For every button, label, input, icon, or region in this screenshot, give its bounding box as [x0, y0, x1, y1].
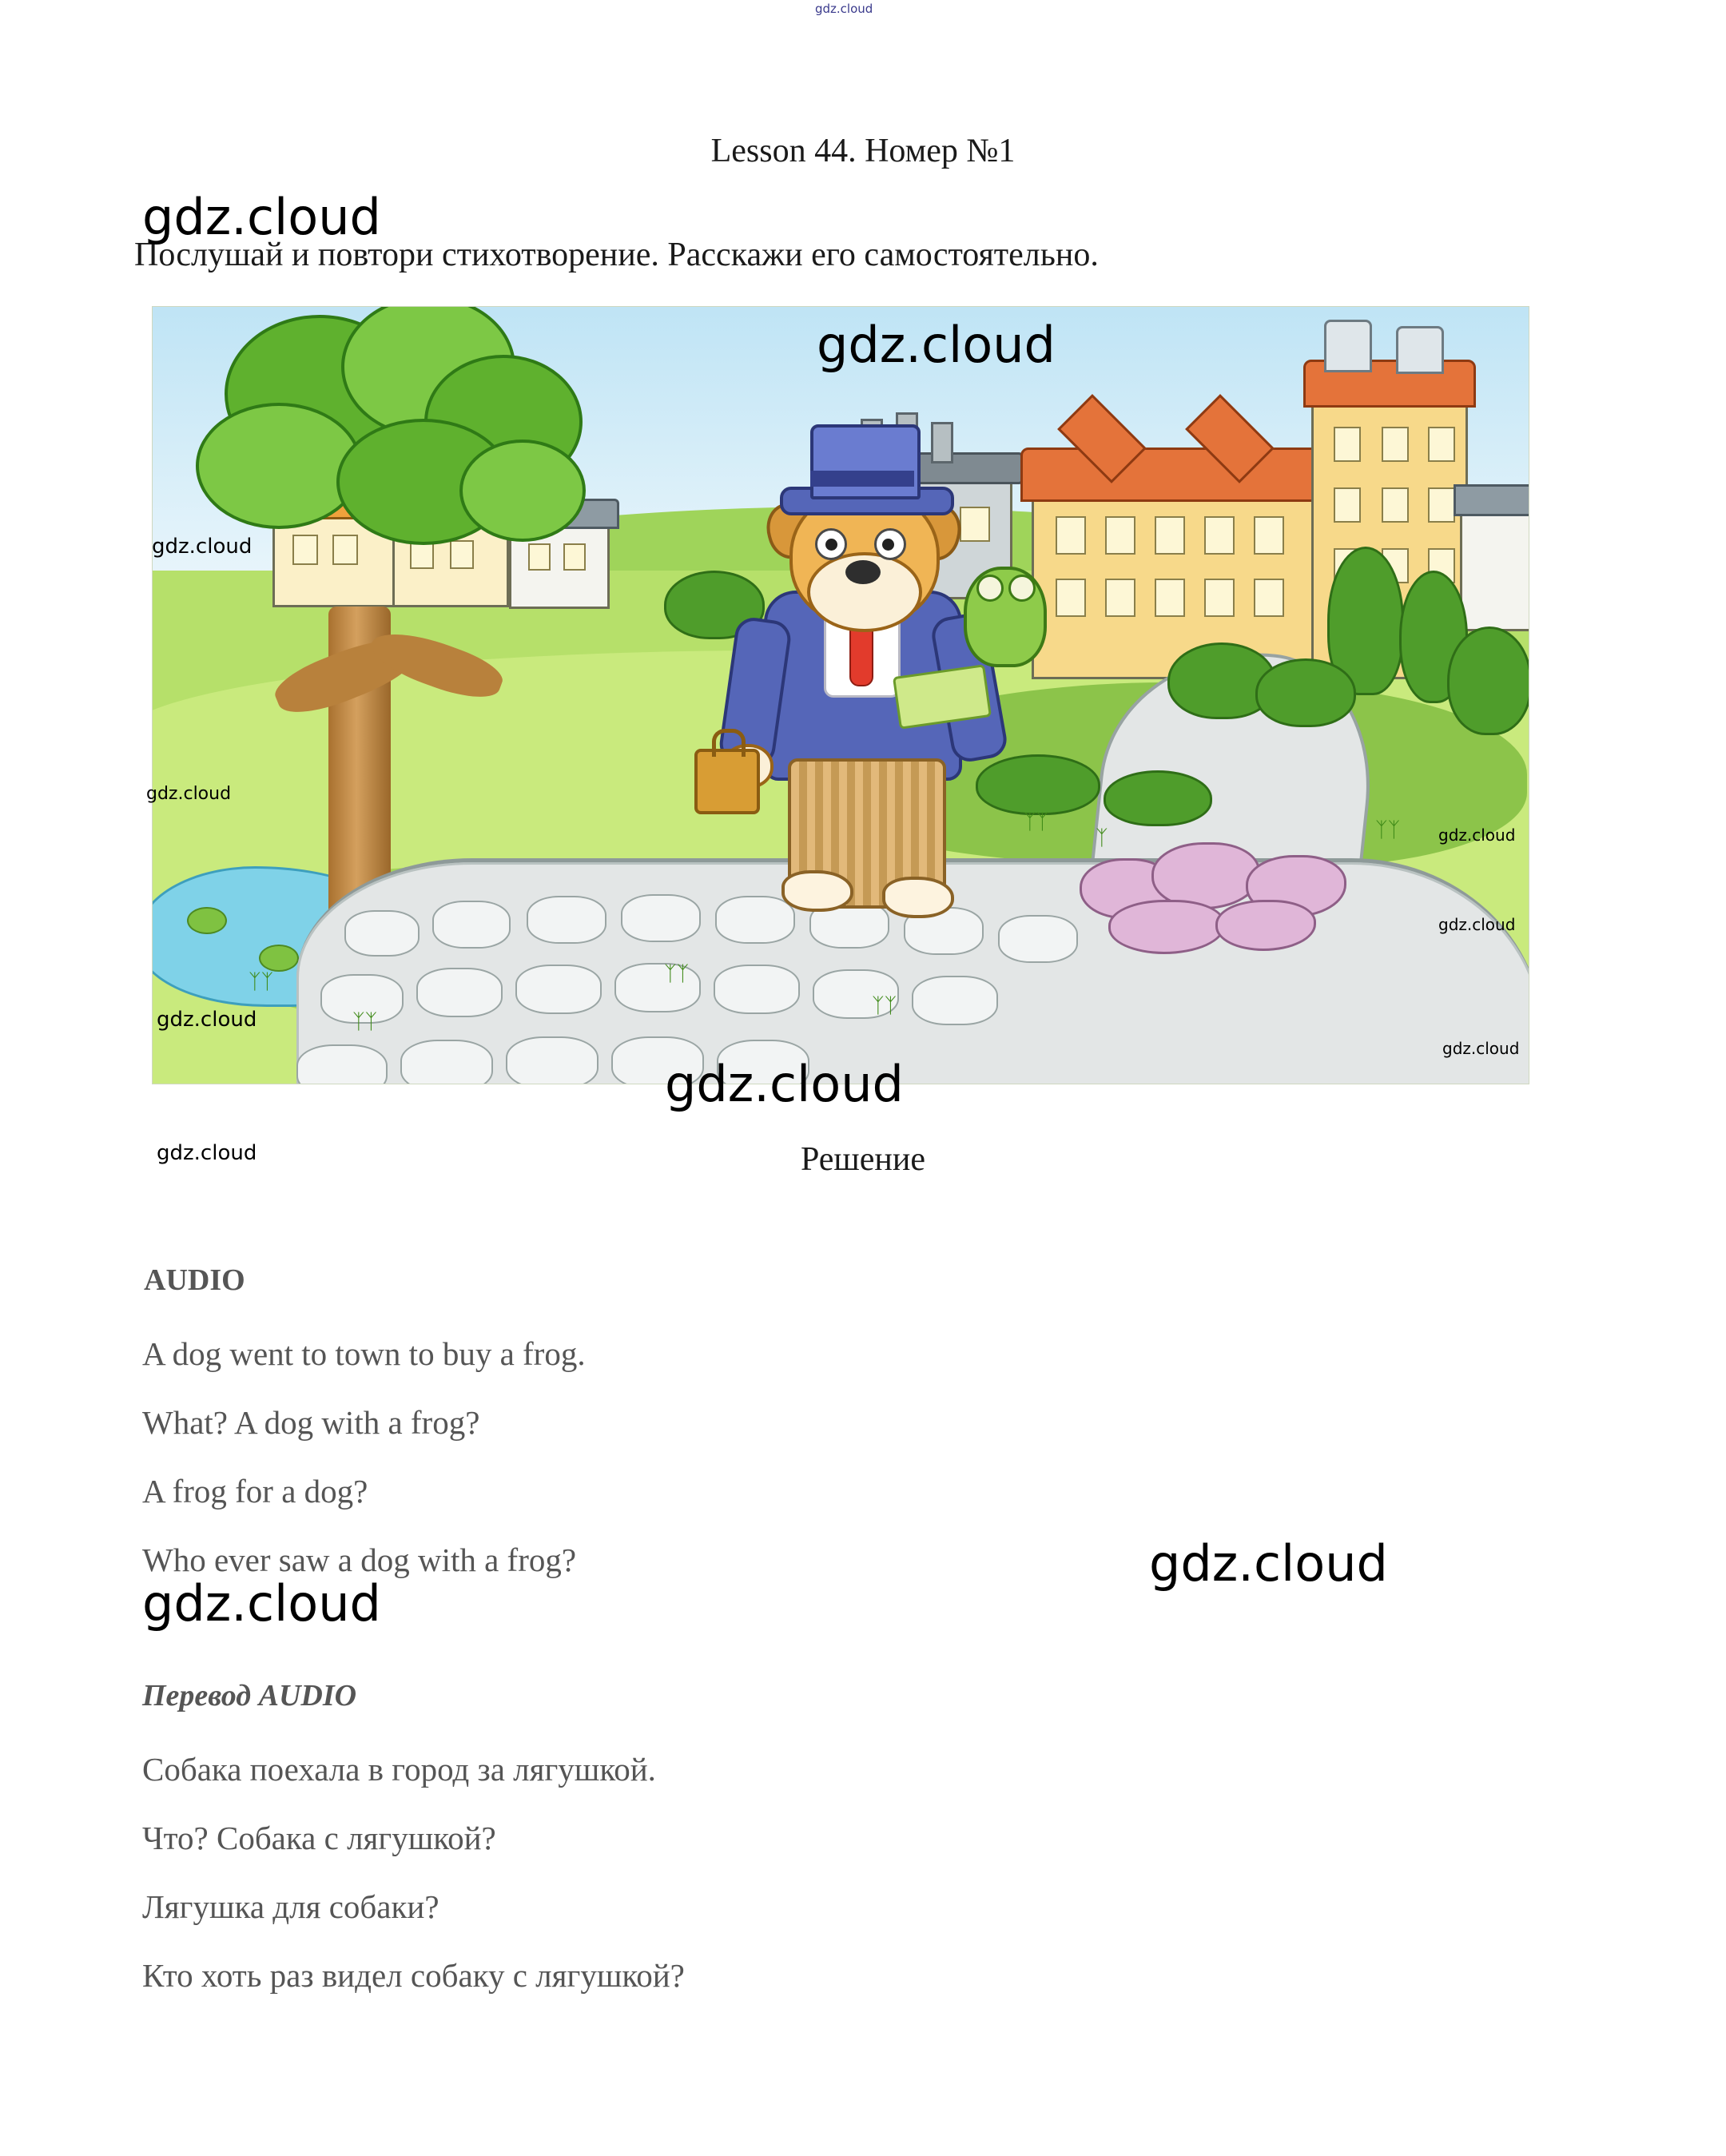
watermark: gdz.cloud: [665, 1055, 904, 1113]
grass-tuft: ᛉᛉ: [1024, 810, 1049, 834]
dog-pupil: [825, 539, 837, 551]
window: [292, 535, 318, 565]
dog-nose: [845, 560, 881, 584]
cobblestone: [998, 915, 1078, 963]
task-instruction: Послушай и повтори стихотворение. Расскажи его самостоятельно.: [134, 237, 1099, 273]
cobblestone: [717, 1040, 809, 1084]
audio-line: A frog for a dog?: [142, 1473, 368, 1510]
window: [1382, 487, 1409, 523]
window: [1155, 516, 1185, 555]
watermark: gdz.cloud: [1149, 1534, 1388, 1593]
window: [1334, 487, 1361, 523]
briefcase-handle: [712, 729, 746, 757]
tower: [1396, 326, 1444, 374]
dog-pupil: [882, 539, 894, 551]
translation-line: Собака поехала в город за лягушкой.: [142, 1751, 656, 1788]
lily-pad: [187, 907, 227, 934]
dog-eye: [815, 528, 847, 560]
grass-tuft: ᛉᛉ: [1375, 818, 1401, 842]
window: [332, 535, 358, 565]
window: [1155, 579, 1185, 617]
window: [1204, 579, 1235, 617]
watermark: gdz.cloud: [815, 2, 873, 16]
solution-label: Решение: [800, 1141, 926, 1178]
window: [1204, 516, 1235, 555]
briefcase: [694, 749, 760, 814]
watermark: gdz.cloud: [1438, 825, 1516, 845]
frog: [964, 567, 1047, 667]
lily-pad: [259, 945, 299, 972]
watermark: gdz.cloud: [152, 535, 253, 559]
translation-line: Лягушка для собаки?: [142, 1888, 439, 1925]
audio-line: What? A dog with a frog?: [142, 1404, 480, 1441]
cobblestone: [714, 965, 800, 1014]
cobblestone: [344, 910, 420, 957]
grass-tuft: ᛉ: [1096, 826, 1108, 850]
watermark: gdz.cloud: [157, 1008, 257, 1032]
audio-line: A dog went to town to buy a frog.: [142, 1335, 586, 1372]
tree-canopy: [196, 403, 362, 529]
cobblestone: [506, 1036, 599, 1084]
audio-line: Who ever saw a dog with a frog?: [142, 1541, 577, 1578]
building-roof: [1020, 448, 1335, 502]
window: [1254, 579, 1284, 617]
audio-heading: AUDIO: [144, 1263, 245, 1297]
watermark: gdz.cloud: [817, 316, 1056, 374]
cobblestone: [527, 896, 606, 944]
watermark: gdz.cloud: [1442, 1039, 1520, 1058]
window: [1056, 516, 1086, 555]
dog-eye: [874, 528, 906, 560]
cobblestone: [432, 901, 511, 949]
translation-heading: Перевод AUDIO: [142, 1679, 357, 1712]
watermark: gdz.cloud: [142, 1574, 381, 1633]
bush: [1255, 658, 1356, 727]
page-title: Lesson 44. Номер №1: [710, 133, 1016, 169]
window: [528, 543, 551, 571]
top-hat-crown: [810, 424, 921, 499]
cobblestone: [400, 1040, 493, 1084]
window: [1105, 516, 1135, 555]
bush: [1104, 770, 1212, 826]
cobblestone: [611, 1036, 704, 1084]
window: [1254, 516, 1284, 555]
cobblestone: [515, 965, 602, 1014]
tower: [1324, 320, 1372, 372]
grass-tuft: ᛉᛉ: [664, 962, 690, 986]
grass-tuft: ᛉᛉ: [249, 970, 274, 994]
cobblestone: [621, 894, 701, 942]
translation-line: Кто хоть раз видел собаку с лягушкой?: [142, 1957, 685, 1994]
dog-shoe: [882, 877, 954, 918]
watermark: gdz.cloud: [142, 188, 381, 246]
tree-canopy: [459, 440, 586, 542]
cobblestone: [715, 896, 795, 944]
window: [1382, 427, 1409, 462]
dog-with-frog-illustration: [152, 306, 1529, 1084]
watermark: gdz.cloud: [157, 1141, 257, 1165]
dog-shoe: [781, 870, 853, 912]
window: [1105, 579, 1135, 617]
small-house: [1460, 507, 1529, 631]
frog-eye: [976, 575, 1004, 602]
cobblestone: [296, 1044, 388, 1084]
watermark: gdz.cloud: [1438, 915, 1516, 934]
frog-eye: [1008, 575, 1036, 602]
cobblestone: [416, 968, 503, 1017]
watermark: gdz.cloud: [146, 784, 232, 804]
bush: [976, 754, 1100, 815]
window: [1428, 487, 1455, 523]
top-hat-band: [810, 471, 914, 487]
grass-tuft: ᛉᛉ: [352, 1010, 378, 1034]
bush: [1447, 627, 1529, 735]
window: [1428, 427, 1455, 462]
window: [1334, 427, 1361, 462]
cobblestone: [912, 976, 998, 1025]
house-roof: [1454, 484, 1529, 516]
grass-tuft: ᛉᛉ: [872, 994, 897, 1018]
window: [563, 543, 586, 571]
translation-line: Что? Собака с лягушкой?: [142, 1820, 496, 1856]
window: [1056, 579, 1086, 617]
window: [450, 540, 474, 569]
